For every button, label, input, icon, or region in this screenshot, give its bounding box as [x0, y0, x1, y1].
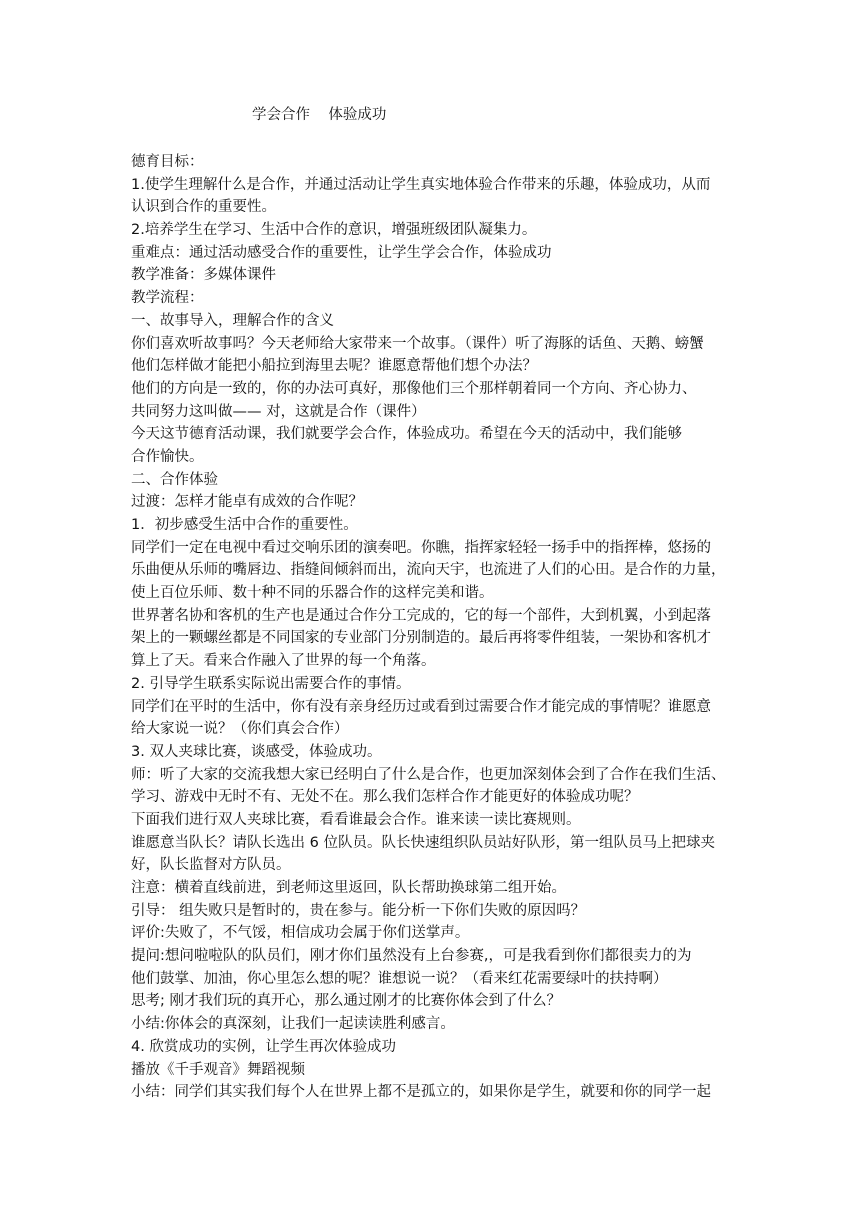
- text-line: 2.培养学生在学习、生活中合作的意识，增强班级团队凝集力。: [131, 222, 537, 239]
- text-line: 下面我们进行双人夹球比赛，看看谁最会合作。谁来读一读比赛规则。: [131, 811, 581, 828]
- text-line: 好，队长监督对方队员。: [131, 857, 291, 874]
- text-line: 思考; 刚才我们玩的真开心，那么通过刚才的比赛你体会到了什么？: [131, 993, 561, 1010]
- text-line: 谁愿意当队长？请队长选出 6 位队员。队长快速组织队员站好队形，第一组队员马上把球夹: [131, 834, 715, 851]
- text-line: 你们喜欢听故事吗？今天老师给大家带来一个故事。（课件）听了海豚的话鱼、天鹅、螃蟹: [131, 335, 704, 352]
- text-line: 过渡：怎样才能卓有成效的合作呢？: [131, 494, 363, 511]
- text-line: 小结：同学们其实我们每个人在世界上都不是孤立的，如果你是学生，就要和你的同学一起: [131, 1084, 711, 1101]
- text-line: 播放《千手观音》舞蹈视频: [131, 1061, 305, 1078]
- text-line: 教学准备：多媒体课件: [131, 267, 276, 284]
- text-line: 世界著名协和客机的生产也是通过合作分工完成的，它的每一个部件，大到机翼，小到起落: [131, 607, 711, 624]
- text-line: 一、故事导入，理解合作的含义: [131, 312, 334, 329]
- text-line: 德育目标：: [131, 154, 204, 170]
- text-line: 合作愉快。: [131, 448, 204, 465]
- document-title: 学会合作 体验成功: [252, 107, 387, 123]
- text-line: 引导： 组失败只是暂时的，贵在参与。能分析一下你们失败的原因吗？: [131, 902, 586, 919]
- text-line: 教学流程：: [131, 290, 204, 307]
- text-line: 评价:失败了，不气馁，相信成功会属于你们送掌声。: [131, 925, 470, 942]
- text-line: 同学们一定在电视中看过交响乐团的演奏吧。你瞧，指挥家轻轻一扬手中的指挥棒，悠扬的: [131, 539, 711, 556]
- text-line: 架上的一颗螺丝都是不同国家的专业部门分别制造的。最后再将零件组装，一架协和客机才: [131, 630, 711, 647]
- text-line: 小结:你体会的真深刻，让我们一起读读胜利感言。: [131, 1016, 455, 1033]
- text-line: 1.使学生理解什么是合作，并通过活动让学生真实地体验合作带来的乐趣，体验成功，从而: [131, 176, 711, 193]
- text-line: 今天这节德育活动课，我们就要学会合作，体验成功。希望在今天的活动中，我们能够: [131, 426, 682, 443]
- text-line: 使上百位乐师、数十种不同的乐器合作的这样完美和谐。: [131, 585, 494, 602]
- text-line: 算上了天。看来合作融入了世界的每一个角落。: [131, 653, 436, 670]
- text-line: 师：听了大家的交流我想大家已经明白了什么是合作，也更加深刻体会到了合作在我们生活、: [131, 766, 726, 783]
- text-line: 他们的方向是一致的，你的办法可真好，那像他们三个那样朝着同一个方向、齐心协力、: [131, 380, 697, 397]
- text-line: 乐曲便从乐师的嘴唇边、指缝间倾斜而出，流向天宇，也流进了人们的心田。是合作的力量，: [131, 562, 726, 579]
- text-line: 学习、游戏中无时不有、无处不在。那么我们怎样合作才能更好的体验成功呢？: [131, 789, 639, 806]
- text-line: 共同努力这叫做—— 对，这就是合作（课件）: [131, 403, 426, 420]
- text-line: 3. 双人夹球比赛，谈感受，体验成功。: [131, 743, 382, 760]
- text-line: 他们怎样做才能把小船拉到海里去呢？谁愿意帮他们想个办法？: [131, 358, 537, 375]
- text-line: 给大家说一说？（你们真会合作）: [131, 721, 349, 738]
- text-line: 提问:想问啦啦队的队员们，刚才你们虽然没有上台参赛,，可是我看到你们都很卖力的为: [131, 948, 692, 965]
- text-line: 1．初步感受生活中合作的重要性。: [131, 517, 358, 533]
- text-line: 4. 欣赏成功的实例，让学生再次体验成功: [131, 1038, 396, 1055]
- text-line: 认识到合作的重要性。: [131, 199, 276, 216]
- text-line: 注意：横着直线前进，到老师这里返回，队长帮助换球第二组开始。: [131, 880, 566, 896]
- text-line: 他们鼓掌、加油，你心里怎么想的呢？谁想说一说？（看来红花需要绿叶的扶持啊）: [131, 970, 668, 987]
- document-body: [131, 151, 731, 1104]
- text-line: 同学们在平时的生活中，你有没有亲身经历过或看到过需要合作才能完成的事情呢？谁愿意: [131, 698, 711, 715]
- text-line: 重难点：通过活动感受合作的重要性，让学生学会合作，体验成功: [131, 244, 552, 261]
- text-line: 二、合作体验: [131, 471, 218, 488]
- text-line: 2. 引导学生联系实际说出需要合作的事情。: [131, 675, 411, 692]
